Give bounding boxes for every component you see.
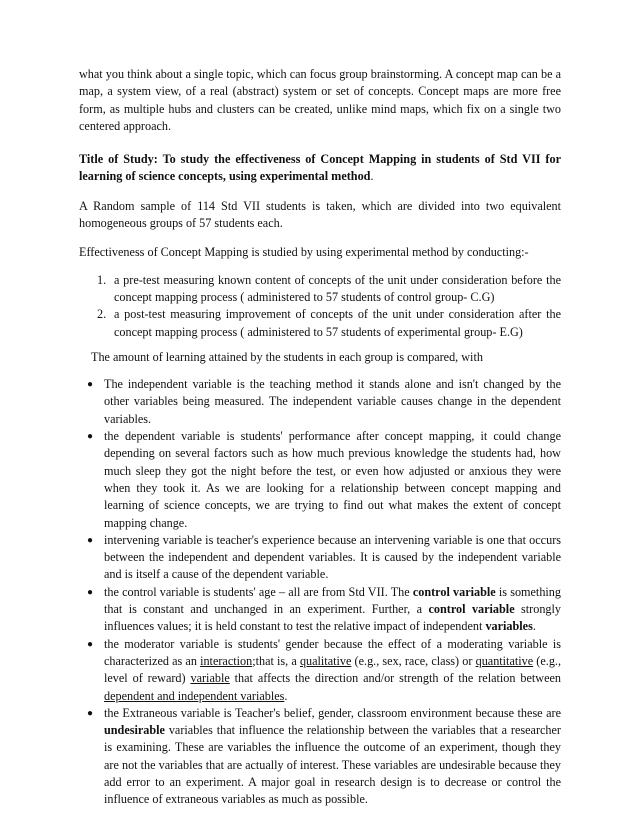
text-run: (e.g., level of reward) <box>104 653 562 686</box>
bullet-icon: ● <box>87 638 94 650</box>
procedure-number: 2. <box>97 307 107 322</box>
text-run: is something that is constant and unchanged in an experiment. Further, a <box>104 584 561 617</box>
list-item-extraneous <box>83 705 561 809</box>
study-title-text: Title of Study: To study the effectiveness of Concept Mapping in students of Std VII for learning of science concepts, using experimental method <box>79 152 561 184</box>
bullet-icon: ● <box>87 707 94 719</box>
intervening-variable-text: intervening variable is teacher's experience because an intervening variable is one that occurs between the independent and dependent variables. It is caused by the independent variable and is itself a cause of the dependent variable. <box>104 532 561 582</box>
extraneous-variable-text <box>104 706 561 806</box>
moderator-variable-text <box>104 637 561 703</box>
variables-list <box>79 376 561 808</box>
dependent-variable-text: the dependent variable is students' performance after concept mapping, it could change depending on several factors such as how much previous knowledge the students had, how much sleep they got the night before the test, or even how adjusted or anxious they were when they took it. As we are looking for a relationship between concept mapping and learning of science concepts, we are trying to find out what makes the extent of concept mapping change. <box>104 429 561 530</box>
bullet-icon: ● <box>87 586 94 598</box>
link-quantitative[interactable]: quantitative <box>475 653 534 668</box>
list-item-intervening <box>83 532 561 584</box>
study-title-period: . <box>370 169 374 184</box>
procedure-text: a pre-test measuring known content of concepts of the unit under consideration before the concept mapping process ( administered to 57 students of control group- C.G) <box>114 272 561 304</box>
effectiveness-paragraph: Effectiveness of Concept Mapping is studied by using experimental method by conducting:- <box>79 245 529 260</box>
text-run: . <box>532 619 536 634</box>
amount-paragraph: The amount of learning attained by the students in each group is compared, with <box>91 349 483 364</box>
bullet-icon: ● <box>87 534 94 546</box>
text-run: the control variable is students' age – all are from Std VII. The <box>104 584 413 599</box>
text-run: the moderator variable is students' gender because the effect of a moderating variable is characterized as an <box>104 636 561 668</box>
independent-variable-text: The independent variable is the teaching method it stands alone and isn't changed by the other variables being measured. The independent variable causes change in the dependent variables. <box>104 377 561 426</box>
procedure-number: 1. <box>97 272 107 287</box>
procedure-text: a post-test measuring improvement of concepts of the unit under consideration after the concept mapping process ( administered to 57 students of experimental group- E.G) <box>114 307 561 339</box>
list-item-control <box>83 584 561 636</box>
bold-term: undesirable <box>104 723 165 738</box>
control-variable-text <box>104 585 561 634</box>
bullet-icon: ● <box>87 379 94 391</box>
text-run: the Extraneous variable is Teacher's belief, gender, classroom environment because these are <box>104 705 561 720</box>
text-run: (e.g., sex, race, class) or <box>351 653 476 668</box>
list-item-moderator <box>83 636 561 705</box>
sample-paragraph: A Random sample of 114 Std VII students is taken, which are divided into two equivalent homogeneous groups of 57 students each. <box>79 198 561 231</box>
link-interaction[interactable]: interaction <box>200 653 253 668</box>
bold-term: control variable <box>428 602 515 617</box>
link-dependent-independent-variables[interactable]: dependent and independent variables <box>104 688 285 703</box>
page-content <box>79 66 561 809</box>
text-run: variables that influence the relationship between the variables that a researcher is examining. These are variables the influence the outcome of an experiment, though they are not the variables that are actually of interest. These variables are undesirable because they add error to an experiment. A major goal in research design is to decrease or control the influence of extraneous variables as much as possible. <box>104 723 561 807</box>
bold-term: control variable <box>412 584 496 599</box>
bullet-icon: ● <box>87 431 94 443</box>
text-run: . <box>284 688 288 703</box>
text-run: ;that is, a <box>252 653 300 668</box>
link-variable[interactable]: variable <box>190 671 230 686</box>
text-run: strongly influences values; it is held constant to test the relative impact of independent <box>104 602 561 634</box>
intro-paragraph: what you think about a single topic, which can focus group brainstorming. A concept map can be a map, a system view, of a real (abstract) system or set of concepts. Concept maps are more free form, as multiple hubs and clusters can be created, unlike mind maps, which fix on a single two centered approach. <box>79 67 561 133</box>
procedure-list <box>79 272 561 341</box>
procedure-item <box>97 306 561 341</box>
list-item-dependent <box>83 428 561 532</box>
link-qualitative[interactable]: qualitative <box>299 653 352 668</box>
study-title <box>79 151 561 186</box>
list-item-independent <box>83 376 561 428</box>
text-run: that affects the direction and/or strength of the relation between <box>229 671 561 686</box>
bold-term: variables <box>485 619 533 634</box>
procedure-item <box>97 272 561 307</box>
